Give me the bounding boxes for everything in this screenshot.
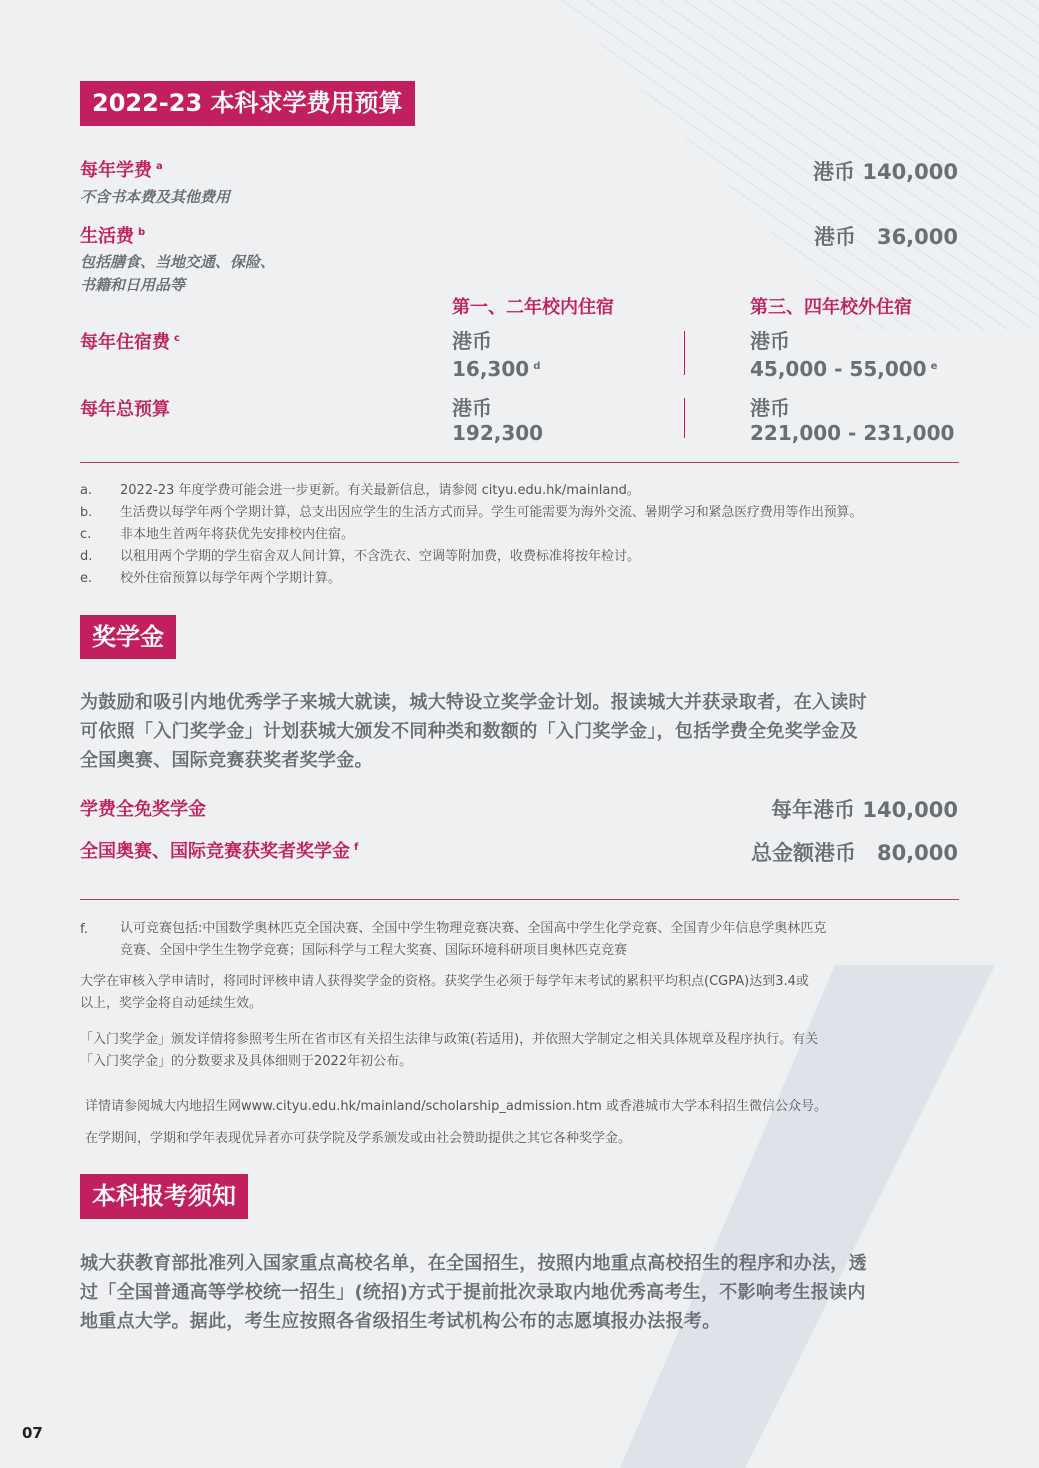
scholarship-details-text: 「入门奖学金」颁发详情将参照考生所在省市区有关招生法律与政策(若适用)，并依照大学制定之相关具体规章及程序执行。有关 「入门奖学金」的分数要求及具体细则于2022年初公布。 xyxy=(80,1032,819,1069)
housing-off-campus-value: 港币 45,000 - 55,000 $^e$ xyxy=(750,329,938,381)
footnote-f-letter: f. xyxy=(80,921,89,937)
divider-line xyxy=(684,398,685,438)
living-cost-note: 包括膳食、当地交通、保险、 书籍和日用品等 xyxy=(80,253,276,294)
footnote-a: a. 2022-23 年度学费可能会进一步更新。有关最新信息，请参阅 cityu.edu.hk/mainland。 xyxy=(80,483,640,498)
scholarship-eligibility-text: 大学在审核入学申请时，将同时评核申请人获得奖学金的资格。获奖学生必须于每学年末考试的累积平均积点(CGPA)达到3.4或 以上，奖学金将自动延续生效。 xyxy=(80,974,809,1011)
housing-label: 每年住宿费 $^c$ xyxy=(80,332,180,353)
olympiad-scholarship-label: 全国奥赛、国际竞赛获奖者奖学金 $^f$ xyxy=(80,841,359,862)
footnote-b: b. 生活费以每学年两个学期计算，总支出因应学生的生活方式而异。学生可能需要为海外交流、暑期学习和紧急医疗费用等作出预算。 xyxy=(80,505,863,520)
scholarship-intro: 为鼓励和吸引内地优秀学子来城大就读，城大特设立奖学金计划。报读城大并获录取者，在入读时 可依照「入门奖学金」计划获城大颁发不同种类和数额的「入门奖学金」，包括学费全免奖学金及 全国奥赛、国际竞赛获奖者奖学金。 xyxy=(80,692,867,771)
housing-on-campus-value: 港币 16,300 $^d$ xyxy=(452,329,541,381)
footnote-d: d. 以租用两个学期的学生宿舍双人间计算，不含洗衣、空调等附加费，收费标准将按年检讨。 xyxy=(80,549,641,564)
other-scholarships-text: 在学期间，学期和学年表现优异者亦可获学院及学系颁发或由社会赞助提供之其它各种奖学金。 xyxy=(85,1131,632,1146)
tuition-label: 每年学费 $^a$ xyxy=(80,160,163,181)
total-off-campus-value: 港币 221,000 - 231,000 xyxy=(750,396,955,445)
scholarship-section-title: 奖学金 xyxy=(80,615,176,659)
olympiad-scholarship-value: 总金额港币 80,000 xyxy=(750,841,958,865)
living-cost-label: 生活费 $^b$ xyxy=(80,226,146,247)
total-budget-label: 每年总预算 xyxy=(80,399,170,420)
full-scholarship-value: 每年港币 140,000 xyxy=(771,798,958,822)
footnote-e: e. 校外住宿预算以每学年两个学期计算。 xyxy=(80,571,342,586)
application-info: 城大获教育部批准列入国家重点高校名单，在全国招生，按照内地重点高校招生的程序和办法，透 过「全国普通高等学校统一招生」(统招)方式于提前批次录取内地优秀高考生，不影响考生报读内 地重点大学。据此，考生应按照各省级招生考试机构公布的志愿填报办法报考。 xyxy=(80,1253,867,1332)
budget-section-title: 2022-23 本科求学费用预算 xyxy=(80,81,415,126)
application-section-title: 本科报考须知 xyxy=(80,1174,248,1219)
col-header-off-campus: 第三、四年校外住宿 xyxy=(750,297,912,318)
page-number: 07 xyxy=(22,1424,43,1442)
living-cost-value: 港币 36,000 xyxy=(813,225,958,249)
total-on-campus-value: 港币 192,300 xyxy=(452,396,544,445)
scholarship-website-text: 详情请参阅城大内地招生网www.cityu.edu.hk/mainland/scholarship_admission.htm 或香港城市大学本科招生微信公众号。 xyxy=(85,1099,827,1114)
tuition-value: 港币 140,000 xyxy=(813,160,958,184)
full-scholarship-label: 学费全免奖学金 xyxy=(80,799,206,820)
footnote-c: c. 非本地生首两年将获优先安排校内住宿。 xyxy=(80,527,355,542)
col-header-on-campus: 第一、二年校内住宿 xyxy=(452,297,614,318)
section-rule xyxy=(80,899,959,900)
divider-line xyxy=(684,331,685,375)
section-rule xyxy=(80,462,959,463)
footnote-f: 认可竞赛包括:中国数学奥林匹克全国决赛、全国中学生物理竞赛决赛、全国高中学生化学竞赛、全国青少年信息学奥林匹克 竞赛、全国中学生生物学竞赛；国际科学与工程大奖赛、国际环境科研项目奥林匹克竞赛 xyxy=(120,921,827,958)
tuition-note: 不含书本费及其他费用 xyxy=(80,188,231,206)
